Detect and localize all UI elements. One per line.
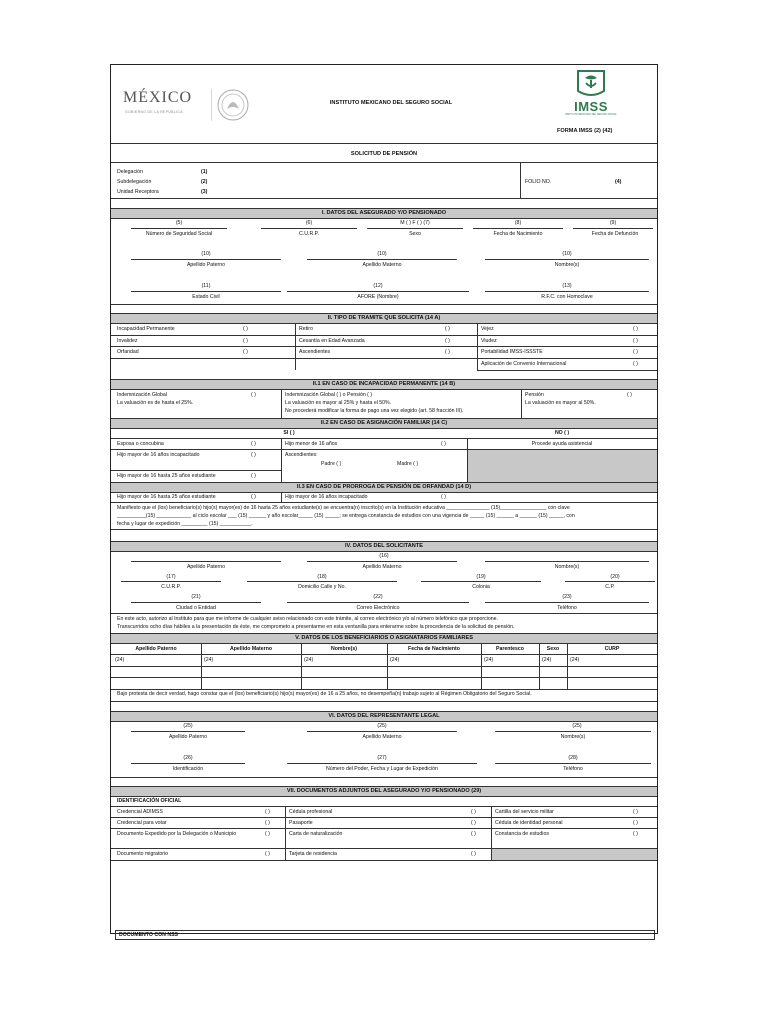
tramite-orfandad[interactable]: Orfandad	[117, 349, 139, 355]
section-2-2-title: II.2 EN CASO DE ASIGNACIÓN FAMILIAR (14 C)	[111, 418, 657, 429]
form-title: SOLICITUD DE PENSIÓN	[350, 151, 418, 157]
imss-logo	[563, 69, 619, 117]
rep-poder-num: (27)	[377, 755, 387, 761]
section-2-title: II. TIPO DE TRAMITE QUE SOLICITA (14 A)	[111, 313, 657, 324]
tramite-convenio[interactable]: Aplicación de Convenio Internacional	[481, 361, 567, 367]
unidad-num: (3)	[201, 189, 208, 195]
curp-field[interactable]: C.U.R.P.	[299, 231, 319, 237]
imss-sub-label: INSTITUTO MEXICANO DEL SEGURO SOCIAL	[565, 113, 617, 116]
table-cell[interactable]: (24)	[542, 657, 552, 663]
section-2-1-title: II.1 EN CASO DE INCAPACIDAD PERMANENTE (14 B)	[111, 379, 657, 390]
doc-cartilla-militar[interactable]: Cartilla del servicio militar	[495, 809, 554, 815]
col-nombre: Nombre(s)	[331, 646, 357, 652]
manifiesto-line-2: __________(15) ____________ al ciclo escolar ___ (15) ______ y año escolar_____ (15) _____; se entrega constancia de estudios con una vigencia de _____ (15) ______ a ______ (15) _____, con	[117, 513, 575, 519]
imss-emblem-icon	[576, 69, 606, 99]
sol-apellido-paterno[interactable]: Apellido Paterno	[186, 564, 226, 570]
delegacion-num: (1)	[201, 169, 208, 175]
section-7-title: VII. DOCUMENTOS ADJUNTOS DEL ASEGURADO Y/O PENSIONADO (29)	[111, 786, 657, 797]
rep-telefono[interactable]: Teléfono	[563, 766, 583, 772]
rep-apellido-paterno[interactable]: Apellido Paterno	[168, 734, 208, 740]
indemnizacion-label: Indemnización Global	[117, 392, 167, 398]
pension-form	[110, 64, 658, 938]
rep-identificacion[interactable]: Identificación	[172, 766, 204, 772]
sol-domicilio-field[interactable]: Domicilio Calle y No.	[298, 584, 346, 590]
check-vejez[interactable]: ( )	[633, 326, 638, 332]
section-4-title: IV. DATOS DEL SOLICITANTE	[111, 541, 657, 552]
rep-nombre-num: (25)	[572, 723, 582, 729]
check-doc-cedula-identidad[interactable]: ( )	[633, 820, 638, 826]
doc-migratorio[interactable]: Documento migratorio	[117, 851, 169, 857]
rep-apellido-materno[interactable]: Apellido Materno	[362, 734, 402, 740]
rep-nombre[interactable]: Nombre(s)	[560, 734, 586, 740]
table-cell[interactable]: (24)	[390, 657, 400, 663]
indem-o-pension-note: No procederá modificar la forma de pago una vez elegido (art. 58 fracción III).	[285, 408, 464, 414]
tramite-incapacidad[interactable]: Incapacidad Permanente	[117, 326, 175, 332]
esposa-label: Esposa o concubina	[117, 441, 164, 447]
doc-pasaporte[interactable]: Pasaporte	[289, 820, 313, 826]
check-incapacidad[interactable]: ( )	[243, 326, 248, 332]
check-prorroga-estudiante[interactable]: ( )	[251, 494, 256, 500]
nombre-field[interactable]: Nombre(s)	[554, 262, 580, 268]
indemnizacion-desc: La valuación es de hasta el 25%.	[117, 400, 194, 406]
gray-block	[468, 450, 657, 483]
fecha-nac-num: (8)	[514, 220, 522, 226]
tramite-retiro[interactable]: Retiro	[299, 326, 313, 332]
check-doc-residencia[interactable]: ( )	[471, 851, 476, 857]
rep-telefono-num: (28)	[568, 755, 578, 761]
table-cell[interactable]: (24)	[570, 657, 580, 663]
sol-curp-num: (17)	[166, 574, 176, 580]
manifiesto-line-1: Manifiesto que el (los) beneficiario(s) hijo(s) mayor(es) de 16 hasta 25 años estudiante(s) se encuentra(n) inscrito(s) en la Institución educativa _______________ (15)________________ con clave	[117, 505, 570, 511]
autorizo-line-1: En este acto, autorizo al Instituto para que me informe de cualquier aviso relacionado con este trámite, al correo electrónico y/o al número telefónico que proporcione.	[117, 616, 498, 622]
check-retiro[interactable]: ( )	[445, 326, 450, 332]
fecha-def-num: (9)	[609, 220, 617, 226]
section-5-title: V. DATOS DE LOS BENEFICIARIOS O ASIGNATARIOS FAMILIARES	[111, 633, 657, 644]
manifiesto-line-3: fecha y lugar de expedición _________ (15) ___________.	[117, 521, 253, 527]
table-cell[interactable]: (24)	[204, 657, 214, 663]
ap-paterno-num: (10)	[201, 251, 211, 257]
pension-desc: La valuación es mayor al 50%.	[525, 400, 596, 406]
sol-curp-field[interactable]: C.U.R.P.	[161, 584, 181, 590]
check-convenio[interactable]: ( )	[633, 361, 638, 367]
form-id: FORMA IMSS (2) (42)	[557, 128, 613, 134]
sol-nombre[interactable]: Nombre(s)	[554, 564, 580, 570]
indem-o-pension-label[interactable]: Indemnización Global ( ) o Pensión ( )	[285, 392, 373, 398]
imss-wordmark: IMSS	[574, 99, 608, 114]
check-esposa[interactable]: ( )	[251, 441, 256, 447]
col-fecha-nacimiento: Fecha de Nacimiento	[408, 646, 460, 652]
folio-num: (4)	[615, 179, 622, 185]
sol-domicilio-num: (18)	[317, 574, 327, 580]
folio-label: FOLIO NO.	[525, 179, 552, 185]
hijo-estudiante-label: Hijo mayor de 16 hasta 25 años estudiante	[117, 473, 216, 479]
check-portabilidad[interactable]: ( )	[633, 349, 638, 355]
col-curp: CURP	[604, 646, 620, 652]
sol-correo-field[interactable]: Correo Electrónico	[356, 605, 400, 611]
sol-cp-num: (20)	[610, 574, 620, 580]
rfc-num: (13)	[562, 283, 572, 289]
check-orfandad[interactable]: ( )	[243, 349, 248, 355]
asignacion-no[interactable]: NO ( )	[554, 430, 570, 436]
tramite-vejez[interactable]: Vejez	[481, 326, 494, 332]
table-cell[interactable]: (24)	[484, 657, 494, 663]
check-indemnizacion[interactable]: ( )	[251, 392, 256, 398]
tramite-cesantia[interactable]: Cesantía en Edad Avanzada	[299, 338, 365, 344]
indem-o-pension-desc: La valuación es mayor al 25% y hasta el 50%.	[285, 400, 392, 406]
table-cell[interactable]: (24)	[304, 657, 314, 663]
identificacion-oficial-label: IDENTIFICACIÓN OFICIAL	[117, 798, 182, 804]
check-doc-pasaporte[interactable]: ( )	[471, 820, 476, 826]
fecha-nacimiento-field[interactable]: Fecha de Nacimiento	[493, 231, 543, 237]
sol-ciudad-num: (21)	[191, 594, 201, 600]
padre-check[interactable]: Padre ( )	[321, 461, 342, 467]
sol-apellido-materno[interactable]: Apellido Materno	[362, 564, 402, 570]
mexico-wordmark: MÉXICO	[123, 89, 193, 106]
sol-correo-num: (22)	[373, 594, 383, 600]
ap-materno-num: (10)	[377, 251, 387, 257]
doc-adimss[interactable]: Credencial ADIMSS	[117, 809, 163, 815]
tramite-portabilidad[interactable]: Portabilidad IMSS-ISSSTE	[481, 349, 543, 355]
sol-telefono-field[interactable]: Teléfono	[557, 605, 577, 611]
apellido-materno-field[interactable]: Apellido Materno	[362, 262, 402, 268]
doc-delegacion[interactable]: Documento Expedido por la Delegación o Municipio	[117, 831, 237, 837]
tramite-invalidez[interactable]: Invalidez	[117, 338, 138, 344]
nombre-num: (10)	[562, 251, 572, 257]
doc-cedula-profesional[interactable]: Cédula profesional	[289, 809, 333, 815]
rep-ap-paterno-num: (25)	[183, 723, 193, 729]
estado-civil-num: (11)	[201, 283, 211, 289]
mexico-logo	[123, 85, 253, 125]
hijo-incap-label: Hijo mayor de 16 años incapacitado	[117, 452, 200, 458]
autorizo-line-2: Transcurridos ocho días hábiles a la presentación de éste, me comprometo a presentarme en esta ventanilla para enterarme sobre la procedencia de la solicitud de pensión.	[117, 624, 515, 630]
sol-ciudad-field[interactable]: Ciudad o Entidad	[176, 605, 216, 611]
check-hijo-incap[interactable]: ( )	[251, 452, 256, 458]
subdelegacion-num: (2)	[201, 179, 208, 185]
unidad-label: Unidad Receptora	[117, 189, 159, 195]
check-invalidez[interactable]: ( )	[243, 338, 248, 344]
afore-field[interactable]: AFORE (Nombre)	[357, 294, 399, 300]
sexo-num: M ( ) F ( ) (7)	[400, 220, 430, 226]
delegacion-label: Delegación	[117, 169, 143, 175]
check-doc-cartilla[interactable]: ( )	[633, 809, 638, 815]
check-doc-naturalizacion[interactable]: ( )	[471, 831, 476, 837]
section-6-title: VI. DATOS DEL REPRESENTANTE LEGAL	[111, 711, 657, 722]
sol-colonia-num: (19)	[476, 574, 486, 580]
check-doc-delegacion[interactable]: ( )	[265, 831, 270, 837]
asignacion-si[interactable]: SI ( )	[283, 430, 295, 436]
check-prorroga-incap[interactable]: ( )	[441, 494, 446, 500]
documento-nss-box	[115, 930, 655, 940]
check-doc-votar[interactable]: ( )	[265, 820, 270, 826]
check-doc-cedula-profesional[interactable]: ( )	[471, 809, 476, 815]
tramite-ascendientes[interactable]: Ascendientes	[299, 349, 331, 355]
check-hijo-estudiante[interactable]: ( )	[251, 473, 256, 479]
estado-civil-field[interactable]: Estado Civil	[192, 294, 220, 300]
rep-identificacion-num: (26)	[183, 755, 193, 761]
hijo-menor-label: Hijo menor de 16 años	[285, 441, 338, 447]
check-cesantia[interactable]: ( )	[445, 338, 450, 344]
check-doc-constancia[interactable]: ( )	[633, 831, 638, 837]
fecha-defuncion-field[interactable]: Fecha de Defunción	[591, 231, 639, 237]
col-apellido-paterno: Apellido Paterno	[135, 646, 177, 652]
gobierno-label: GOBIERNO DE LA REPÚBLICA	[125, 110, 183, 114]
solicitante-num: (16)	[379, 553, 389, 559]
doc-residencia[interactable]: Tarjeta de residencia	[289, 851, 337, 857]
prorroga-estudiante-label: Hijo mayor de 16 hasta 25 años estudiante	[117, 494, 216, 500]
check-doc-adimss[interactable]: ( )	[265, 809, 270, 815]
doc-cedula-identidad[interactable]: Cédula de identidad personal	[495, 820, 563, 826]
institute-name: INSTITUTO MEXICANO DEL SEGURO SOCIAL	[329, 100, 453, 106]
doc-naturalizacion[interactable]: Carta de naturalización	[289, 831, 343, 837]
sol-colonia-field[interactable]: Colonia	[472, 584, 490, 590]
col-sexo: Sexo	[546, 646, 560, 652]
sol-telefono-num: (23)	[562, 594, 572, 600]
sexo-field[interactable]: Sexo	[409, 231, 421, 237]
procede-ayuda-label: Procede ayuda asistencial	[531, 441, 593, 447]
afore-num: (12)	[373, 283, 383, 289]
subdelegacion-label: Subdelegación	[117, 179, 152, 185]
ascendientes-label: Ascendientes:	[285, 452, 318, 458]
check-doc-migratorio[interactable]: ( )	[265, 851, 270, 857]
check-viudez[interactable]: ( )	[633, 338, 638, 344]
curp-num: (6)	[305, 220, 313, 226]
tramite-viudez[interactable]: Viudez	[481, 338, 497, 344]
gray-block	[492, 849, 657, 860]
sol-cp-field[interactable]: C.P.	[605, 584, 615, 590]
pension-label: Pensión	[525, 392, 544, 398]
table-cell[interactable]: (24)	[115, 657, 125, 663]
apellido-paterno-field[interactable]: Apellido Paterno	[186, 262, 226, 268]
mexico-eagle-emblem-icon	[211, 85, 251, 125]
col-parentesco: Parentesco	[496, 646, 524, 652]
rep-ap-materno-num: (25)	[377, 723, 387, 729]
madre-check[interactable]: Madre ( )	[397, 461, 419, 467]
protesta-text: Bajo protesta de decir verdad, hago constar que el (los) beneficiario(s) hijo(s) mayor(es) de 16 a 25 años, no desempeña(n) trabajo sujeto al Régimen Obligatorio del Seguro Social.	[117, 691, 532, 697]
documento-nss-label: DOCUMENTO CON NSS	[119, 932, 178, 938]
prorroga-incap-label: Hijo mayor de 16 años incapacitado	[285, 494, 368, 500]
check-pension[interactable]: ( )	[627, 392, 632, 398]
doc-votar[interactable]: Credencial para votar	[117, 820, 167, 826]
nss-num: (5)	[175, 220, 183, 226]
nss-field[interactable]: Número de Seguridad Social	[145, 231, 213, 237]
check-ascendientes[interactable]: ( )	[445, 349, 450, 355]
doc-constancia-estudios[interactable]: Constancia de estudios	[495, 831, 549, 837]
section-1-title: I. DATOS DEL ASEGURADO Y/O PENSIONADO	[111, 208, 657, 219]
section-2-3-title: II.3 EN CASO DE PRORROGA DE PENSIÓN DE ORFANDAD (14 D)	[111, 482, 657, 493]
col-apellido-materno: Apellido Materno	[229, 646, 273, 652]
rep-poder[interactable]: Número del Poder, Fecha y Lugar de Expedición	[326, 766, 438, 772]
rfc-field[interactable]: R.F.C. con Homoclave	[541, 294, 593, 300]
check-hijo-menor[interactable]: ( )	[441, 441, 446, 447]
